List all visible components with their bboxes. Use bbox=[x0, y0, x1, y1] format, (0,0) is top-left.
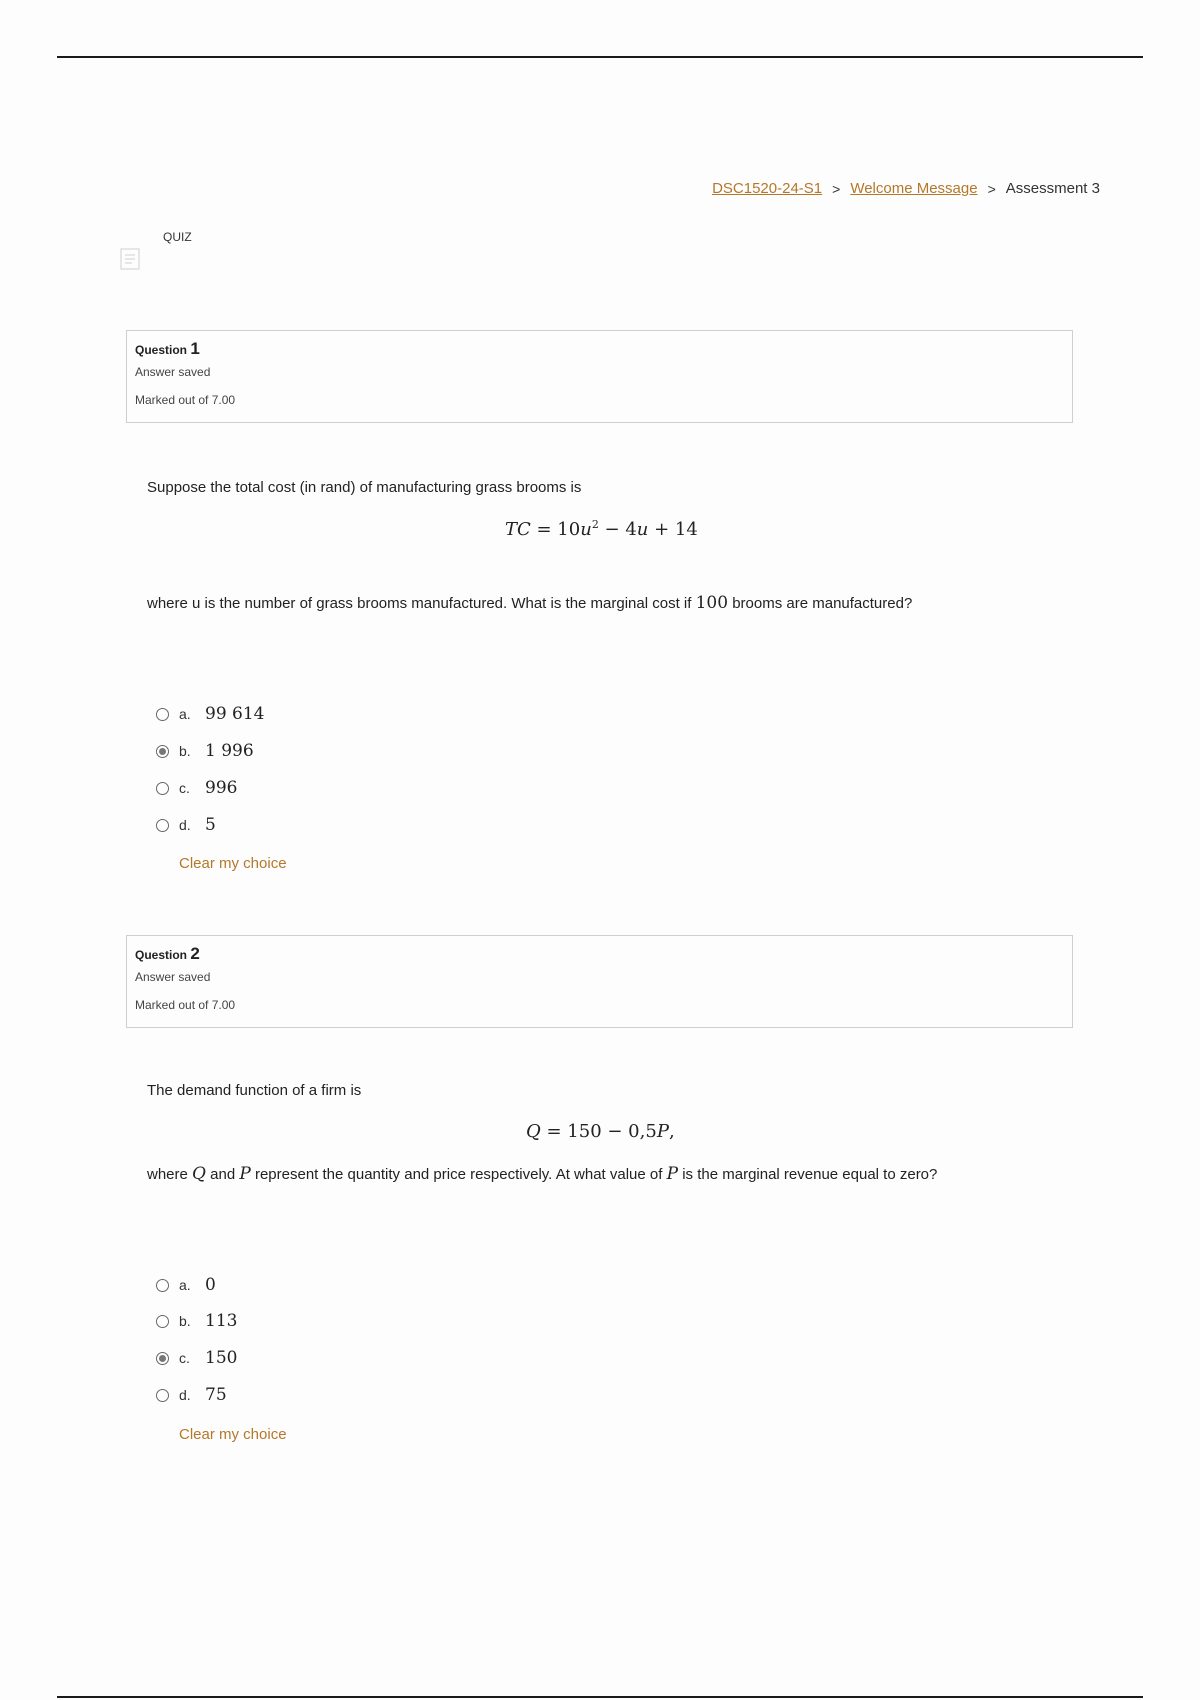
question-text-part: is the marginal revenue equal to zero? bbox=[678, 1166, 938, 1183]
top-rule bbox=[57, 56, 1143, 58]
question-text-part: where bbox=[147, 1166, 193, 1183]
question-info-box bbox=[126, 935, 1073, 1028]
option-value: 75 bbox=[205, 1385, 227, 1405]
question-var bbox=[239, 1164, 250, 1184]
breadcrumb-welcome-link[interactable]: Welcome Message bbox=[850, 180, 978, 197]
question-info-box bbox=[126, 330, 1073, 423]
question-text-part: brooms are manufactured? bbox=[728, 595, 913, 612]
option-value: 1 996 bbox=[205, 741, 254, 761]
quiz-label: QUIZ bbox=[163, 230, 192, 244]
option-letter: b. bbox=[179, 743, 191, 759]
option-letter: b. bbox=[179, 1313, 191, 1329]
question-state: Answer saved bbox=[135, 365, 211, 379]
option-value: 0 bbox=[205, 1275, 216, 1295]
total-cost-formula: TC = $10u^2 - 4u + 14$ bbox=[505, 518, 698, 540]
var-p: P bbox=[239, 1164, 251, 1184]
question-var bbox=[192, 1164, 206, 1184]
var-p: P bbox=[666, 1164, 679, 1184]
option-a[interactable] bbox=[156, 702, 264, 726]
option-letter: d. bbox=[179, 817, 191, 833]
breadcrumb-separator: > bbox=[832, 180, 841, 197]
option-b[interactable] bbox=[156, 1309, 237, 1333]
option-a[interactable] bbox=[156, 1273, 216, 1297]
question-title bbox=[135, 339, 1064, 359]
option-c[interactable] bbox=[156, 776, 237, 800]
question-text-value: 100 bbox=[695, 593, 729, 613]
option-c[interactable] bbox=[156, 1346, 237, 1370]
radio-icon[interactable] bbox=[156, 819, 169, 832]
question-label: Question bbox=[135, 948, 188, 962]
question-text-body bbox=[147, 1164, 937, 1184]
option-value: 150 bbox=[205, 1348, 238, 1368]
radio-icon[interactable] bbox=[156, 708, 169, 721]
question-text-part: and bbox=[205, 1166, 240, 1183]
question-number: 1 bbox=[190, 339, 200, 358]
option-value: 5 bbox=[205, 815, 216, 835]
option-letter: d. bbox=[179, 1387, 191, 1403]
radio-icon[interactable] bbox=[156, 1352, 169, 1365]
question-title bbox=[135, 944, 1064, 964]
option-letter: a. bbox=[179, 1277, 191, 1293]
question-grade: Marked out of 7.00 bbox=[135, 998, 236, 1012]
option-letter: c. bbox=[179, 1350, 190, 1366]
radio-icon[interactable] bbox=[156, 1279, 169, 1292]
var-q: Q bbox=[192, 1164, 206, 1184]
option-value: 113 bbox=[205, 1311, 238, 1331]
option-value: 99 614 bbox=[205, 704, 265, 724]
breadcrumb-course-link[interactable]: DSC1520-24-S1 bbox=[712, 180, 823, 197]
clear-choice-link[interactable]: Clear my choice bbox=[179, 1426, 287, 1443]
question-text-body bbox=[147, 593, 912, 613]
demand-formula: Q = 150 − 0,5P, bbox=[526, 1121, 675, 1142]
option-d[interactable] bbox=[156, 813, 216, 837]
question-text-part: represent the quantity and price respectively. At what value of bbox=[250, 1166, 667, 1183]
radio-icon[interactable] bbox=[156, 1315, 169, 1328]
option-b[interactable] bbox=[156, 739, 254, 763]
question-text-intro: Suppose the total cost (in rand) of manufacturing grass brooms is bbox=[147, 479, 582, 496]
radio-icon[interactable] bbox=[156, 782, 169, 795]
breadcrumb-current: Assessment 3 bbox=[1005, 180, 1100, 197]
radio-icon[interactable] bbox=[156, 1389, 169, 1402]
question-label: Question bbox=[135, 343, 188, 357]
bottom-rule bbox=[57, 1696, 1143, 1698]
option-letter: a. bbox=[179, 706, 191, 722]
quiz-icon bbox=[120, 248, 140, 270]
question-state: Answer saved bbox=[135, 970, 211, 984]
question-text-intro: The demand function of a firm is bbox=[147, 1082, 362, 1099]
breadcrumb-separator: > bbox=[987, 180, 996, 197]
option-value: 996 bbox=[205, 778, 238, 798]
radio-icon[interactable] bbox=[156, 745, 169, 758]
clear-choice-link[interactable]: Clear my choice bbox=[179, 855, 287, 872]
breadcrumb bbox=[712, 180, 1100, 197]
question-grade: Marked out of 7.00 bbox=[135, 393, 236, 407]
option-d[interactable] bbox=[156, 1383, 227, 1407]
question-var bbox=[667, 1164, 678, 1184]
option-letter: c. bbox=[179, 780, 190, 796]
question-number: 2 bbox=[190, 944, 200, 963]
question-text-part: where u is the number of grass brooms manufactured. What is the marginal cost if bbox=[147, 595, 696, 612]
